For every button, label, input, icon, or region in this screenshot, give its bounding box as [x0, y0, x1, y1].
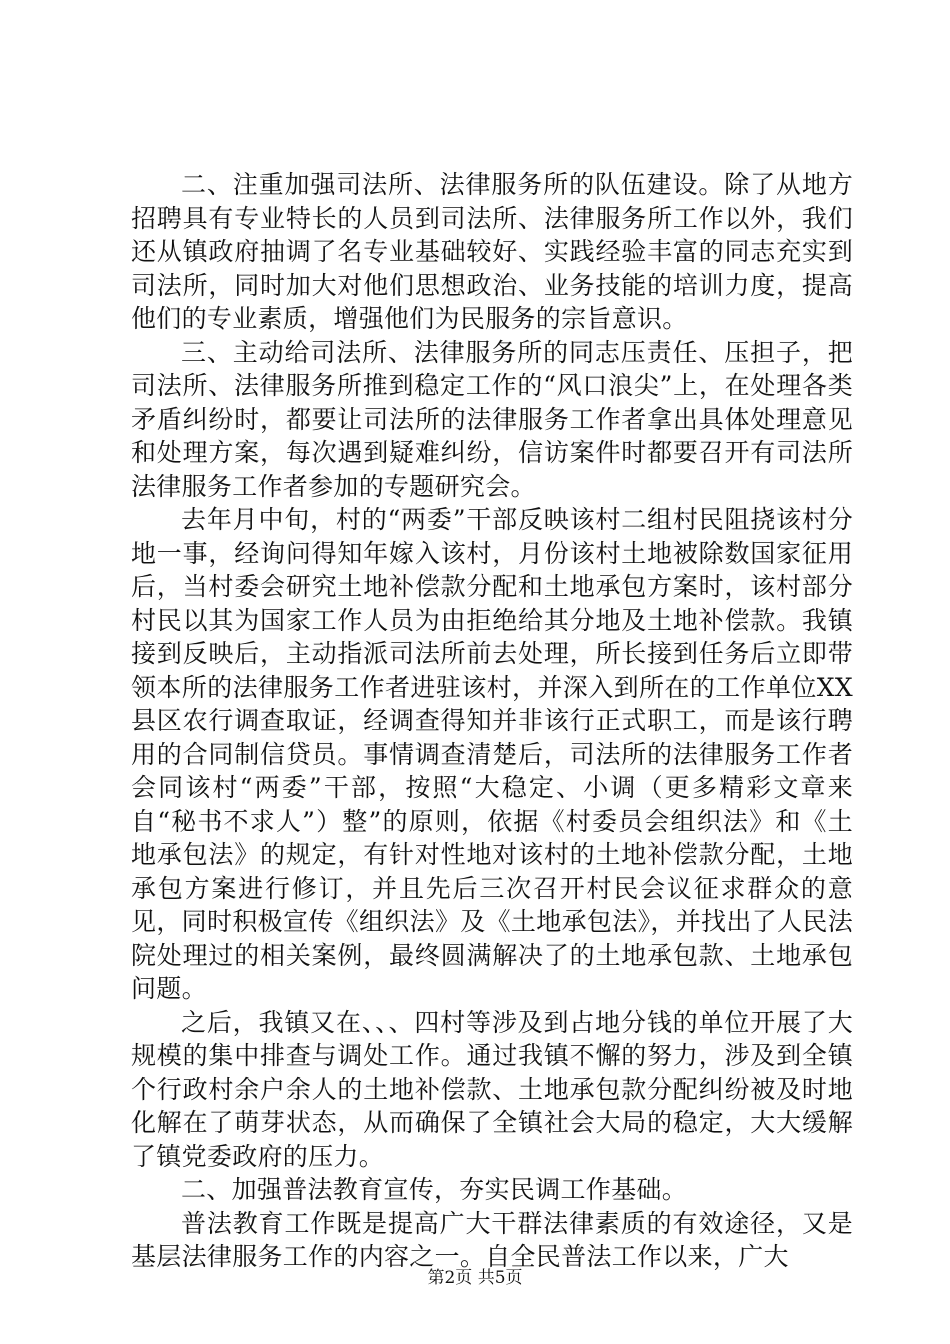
- paragraph-responsibility: 三、主动给司法所、法律服务所的同志压责任、压担子，把司法所、法律服务所推到稳定工作的“风口浪尖”上，在处理各类矛盾纠纷时，都要让司法所的法律服务工作者拿出具体处理意见和处理方案，每次遇到疑难纠纷，信访案件时都要召开有司法所法律服务工作者参加的专题研究会。: [131, 337, 853, 501]
- page-number-footer: 第2页 共5页: [427, 1268, 523, 1288]
- paragraph-team-building: 二、注重加强司法所、法律服务所的队伍建设。除了从地方招聘具有专业特长的人员到司法所、法律服务所工作以外，我们还从镇政府抽调了名专业基础较好、实践经验丰富的同志充实到司法所，同时加大对他们思想政治、业务技能的培训力度，提高他们的专业素质，增强他们为民服务的宗旨意识。: [131, 170, 853, 333]
- paragraph-legal-education: 普法教育工作既是提高广大干群法律素质的有效途径，又是基层法律服务工作的内容之一。自全民普法工作以来，广大: [131, 1208, 853, 1271]
- paragraph-investigation: 之后，我镇又在、、、四村等涉及到占地分钱的单位开展了大规模的集中排查与调处工作。通过我镇不懈的努力，涉及到全镇个行政村余户余人的土地补偿款、土地承包款分配纠纷被及时地化解在了萌芽状态，从而确保了全镇社会大局的稳定，大大缓解了镇党委政府的压力。: [131, 1007, 853, 1171]
- body-text: [131, 168, 853, 1274]
- paragraph-case-example: 去年月中旬，村的“两委”干部反映该村二组村民阻挠该村分地一事，经询问得知年嫁入该村，月份该村土地被除数国家征用后，当村委会研究土地补偿款分配和土地承包方案时，该村部分村民以其为国家工作人员为由拒绝给其分地及土地补偿款。我镇接到反映后，主动指派司法所前去处理，所长接到任务后立即带领本所的法律服务工作者进驻该村，并深入到所在的工作单位XX县区农行调查取证，经调查得知并非该行正式职工，而是该行聘用的合同制信贷员。事情调查清楚后，司法所的法律服务工作者会同该村“两委”干部，按照“大稳定、小调（更多精彩文章来自“秘书不求人”）整”的原则，依据《村委员会组织法》和《土地承包法》的规定，有针对性地对该村的土地补偿款分配，土地承包方案进行修订，并且先后三次召开村民会议征求群众的意见，同时积极宣传《组织法》及《土地承包法》，并找出了人民法院处理过的相关案例，最终圆满解决了的土地承包款、土地承包问题。: [131, 505, 853, 1003]
- section-heading-legal-education: 二、加强普法教育宣传，夯实民调工作基础。: [181, 1175, 688, 1204]
